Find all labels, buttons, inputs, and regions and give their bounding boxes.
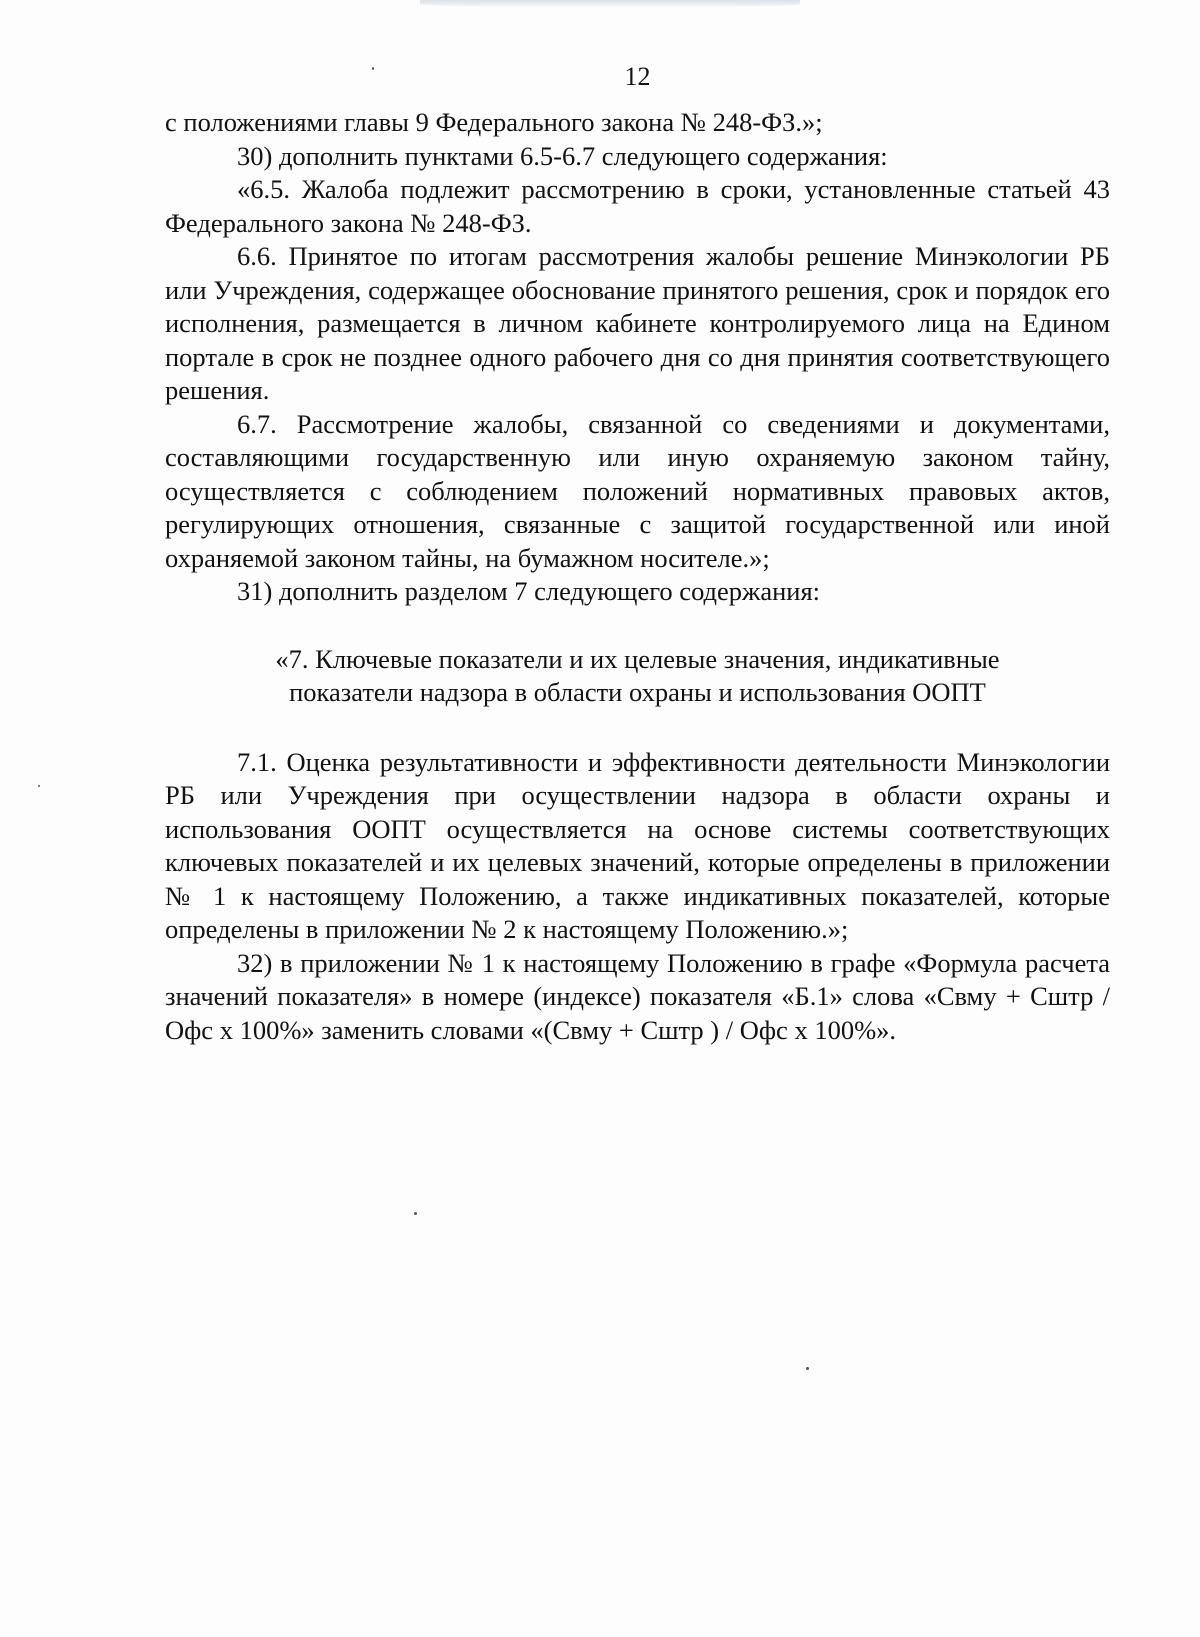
- paragraph-item-31: 31) дополнить разделом 7 следующего содержания:: [237, 576, 821, 606]
- paragraph-continuation: с положениями главы 9 Федерального закона № 248-ФЗ.»;: [165, 107, 823, 137]
- scan-edge-shadow: [420, 0, 800, 8]
- scan-speck: [806, 1367, 809, 1370]
- section-heading-line-2: показатели надзора в области охраны и использования ООПТ: [289, 677, 986, 707]
- section-heading-line-1: «7. Ключевые показатели и их целевые значения, индикативные: [275, 643, 1000, 674]
- paragraph-6-5: «6.5. Жалоба подлежит рассмотрению в сроки, установленные статьей 43 Федерального закона № 248-ФЗ.: [165, 174, 1110, 238]
- scan-speck: [372, 67, 374, 70]
- paragraph-6-7: 6.7. Рассмотрение жалобы, связанной со сведениями и документами, составляющими государственную или иную охраняемую законом тайну, осуществляется с соблюдением положений нормативных правовых актов, регулирующих отношения, связанные с защитой государственной или иной охраняемой законом тайны, на бумажном носителе.»;: [165, 408, 1110, 573]
- document-body: [165, 50, 1110, 1047]
- scan-speck: [38, 785, 40, 787]
- paragraph-6-6: 6.6. Принятое по итогам рассмотрения жалобы решение Минэкологии РБ или Учреждения, содержащее обоснование принятого решения, срок и порядок его исполнения, размещается в личном кабинете контролируемого лица на Едином портале в срок не позднее одного рабочего дня со дня принятия соответствующего решения.: [165, 241, 1110, 405]
- paragraph-item-30: 30) дополнить пунктами 6.5-6.7 следующего содержания:: [237, 140, 888, 171]
- paragraph-item-32: 32) в приложении № 1 к настоящему Положению в графе «Формула расчета значений показателя» в номере (индексе) показателя «Б.1» слова «Свму + Сштр / Офс х 100%» заменить словами «(Свму + Сштр ) / Офс х 100%».: [165, 947, 1110, 1045]
- page-number: 12: [624, 62, 651, 91]
- paragraph-7-1: 7.1. Оценка результативности и эффективности деятельности Минэкологии РБ или Учреждения при осуществлении надзора в области охраны и использования ООПТ осуществляется на основе системы соответствующих ключевых показателей и их целевых значений, которые определены в приложении № 1 к настоящему Положению, а также индикативных показателей, которые определены в приложении № 2 к настоящему Положению.»;: [165, 746, 1110, 944]
- section-7-heading: [165, 643, 1110, 710]
- scan-speck: [414, 1212, 417, 1215]
